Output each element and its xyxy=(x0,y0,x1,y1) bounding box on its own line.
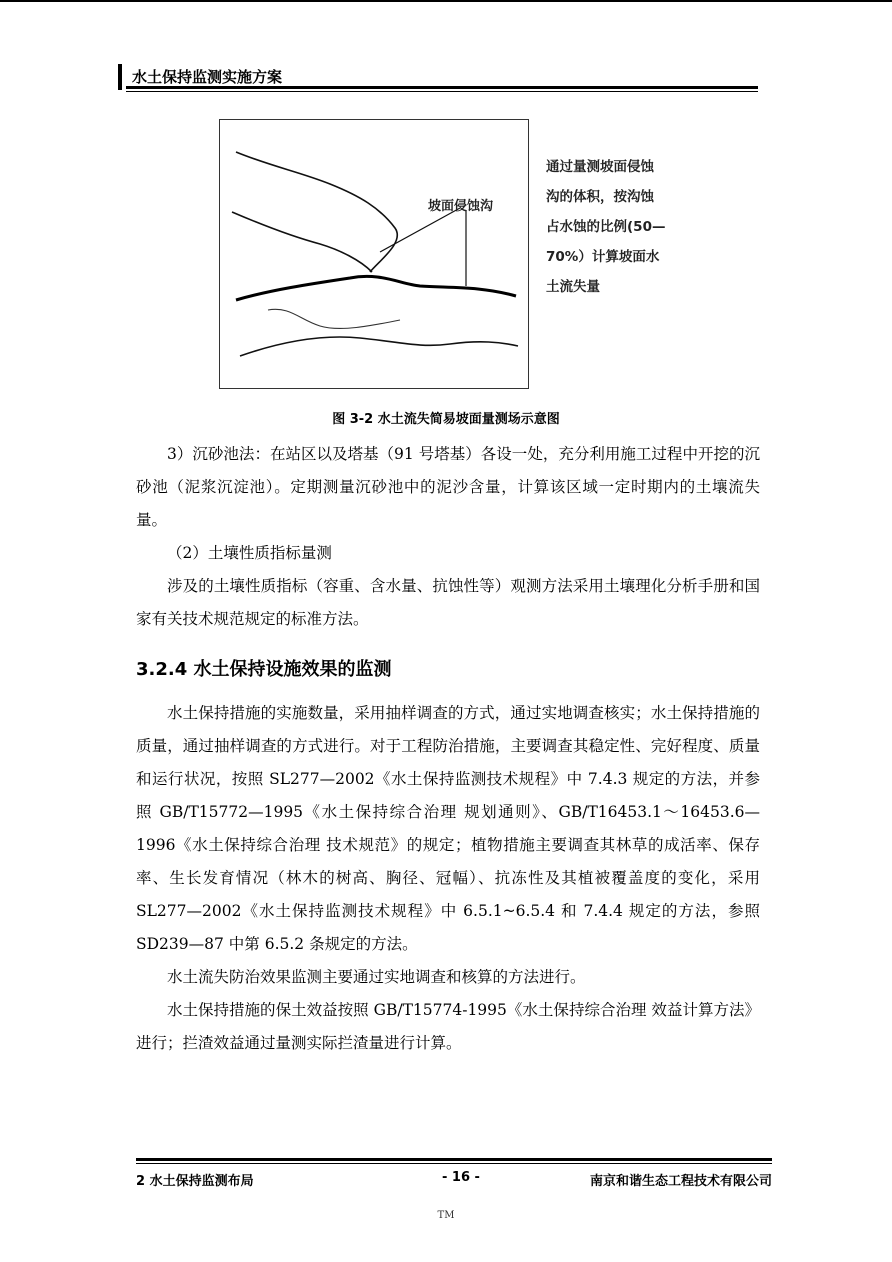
upper-slope-line xyxy=(236,152,397,272)
header-bar xyxy=(118,64,122,90)
bottom-slope-line xyxy=(240,337,518,356)
paragraph-soil-property-method: 涉及的土壤性质指标（容重、含水量、抗蚀性等）观测方法采用土壤理化分析手册和国家有关技术规范规定的标准方法。 xyxy=(136,577,760,628)
lower-curve-thin xyxy=(268,309,400,328)
page-number: - 16 - xyxy=(442,1170,480,1185)
erosion-gully-line xyxy=(236,276,516,300)
diagram-side-note xyxy=(546,152,696,302)
paragraph-benefit-calculation: 水土保持措施的保土效益按照 GB/T15774-1995《水土保持综合治理 效益计算方法》进行；拦渣效益通过量测实际拦渣量进行计算。 xyxy=(136,1001,760,1052)
footer-rule-thick xyxy=(136,1158,772,1161)
footer-rule-thin xyxy=(136,1163,772,1164)
figure-caption: 图 3-2 水土流失简易坡面量测场示意图 xyxy=(332,412,560,427)
header-rule-thick xyxy=(126,86,758,89)
header-rule-thin xyxy=(126,91,758,92)
slope-measurement-diagram xyxy=(219,119,529,389)
middle-slope-line xyxy=(232,212,372,272)
side-note-line: 沟的体积，按沟蚀 xyxy=(546,189,654,205)
side-note-line: 通过量测坡面侵蚀 xyxy=(546,159,654,175)
top-border-line xyxy=(0,0,892,2)
paragraph-settling-pond: 3）沉砂池法：在站区以及塔基（91 号塔基）各设一处，充分利用施工过程中开挖的沉砂池（泥浆沉淀池）。定期测量沉砂池中的泥沙含量，计算该区域一定时期内的土壤流失量。 xyxy=(136,445,760,529)
footer-company: 南京和谐生态工程技术有限公司 xyxy=(589,1174,772,1189)
paragraph-soil-property-title: （2）土壤性质指标量测 xyxy=(167,544,332,562)
side-note-line: 占水蚀的比例(50— xyxy=(546,219,666,235)
leader-line-1 xyxy=(380,208,460,252)
gully-label: 坡面侵蚀沟 xyxy=(428,199,494,214)
trademark-mark: TM xyxy=(437,1210,455,1221)
side-note-line: 70%）计算坡面水 xyxy=(546,249,660,265)
paragraph-measure-quantity: 水土保持措施的实施数量，采用抽样调查的方式，通过实地调查核实；水土保持措施的质量，通过抽样调查的方式进行。对于工程防治措施，主要调查其稳定性、完好程度、质量和运行状况，按照 SL277—2002《水土保持监测技术规程》中 7.4.3 规定的方法，并参照 GB/T15772—1995《水土保持综合治理 规划通则》、GB/T16453.1～16453.6—1996《水土保持综合治理 技术规范》的规定；植物措施主要调查其林草的成活率、保存率、生长发育情况（林木的树高、胸径、冠幅）、抗冻性及其植被覆盖度的变化，采用 SL277—2002《水土保持监测技术规程》中 6.5.1~6.5.4 和 7.4.4 规定的方法，参照 SD239—87 中第 6.5.2 条规定的方法。 xyxy=(136,704,760,953)
body-section-1 xyxy=(136,438,760,636)
header-title: 水土保持监测实施方案 xyxy=(132,68,283,86)
side-note-line: 土流失量 xyxy=(546,279,600,295)
page-footer xyxy=(136,1158,772,1198)
diagram-drawing xyxy=(220,120,528,388)
footer-chapter: 2 水土保持监测布局 xyxy=(136,1174,254,1189)
body-section-2 xyxy=(136,697,760,1060)
section-heading: 3.2.4 水土保持设施效果的监测 xyxy=(136,659,392,680)
page-header xyxy=(118,60,758,94)
paragraph-effect-monitoring: 水土流失防治效果监测主要通过实地调查和核算的方法进行。 xyxy=(167,968,586,986)
